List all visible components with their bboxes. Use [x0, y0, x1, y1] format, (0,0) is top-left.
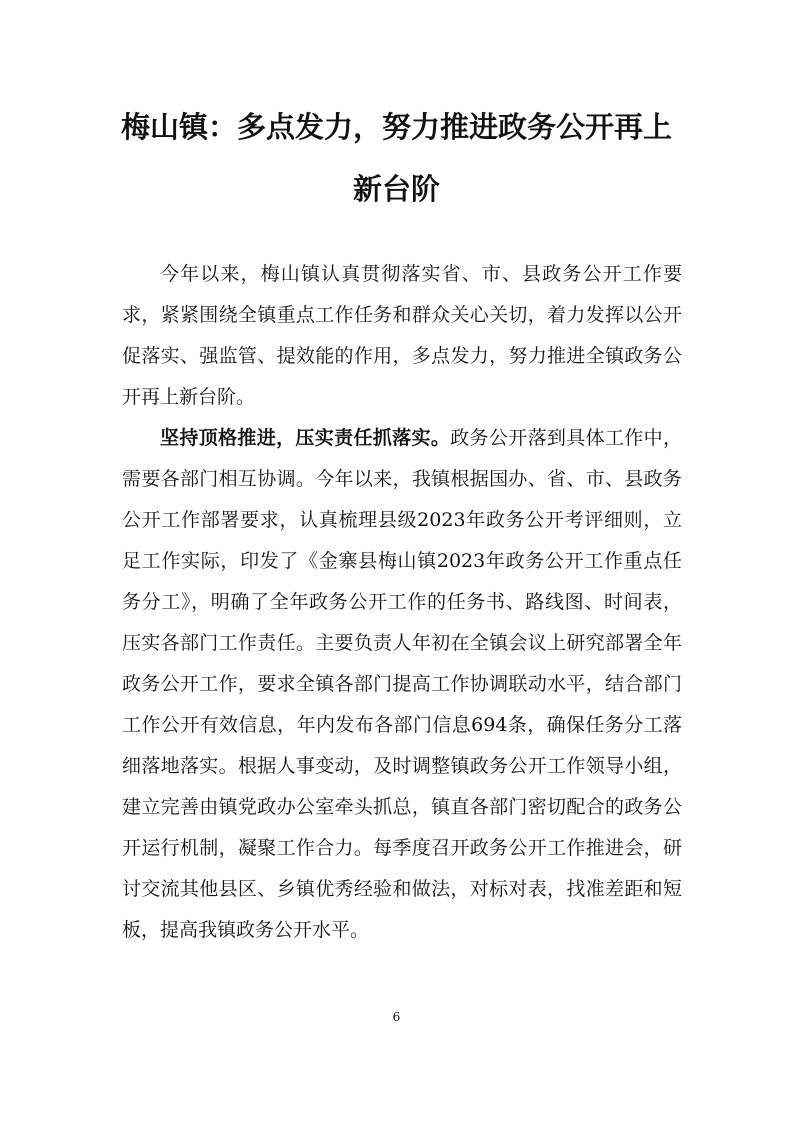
paragraph-lead: 坚持顶格推进，压实责任抓落实。	[160, 427, 451, 449]
document-title-line1: 梅山镇：多点发力，努力推进政务公开再上	[120, 110, 672, 144]
document-title-line2: 新台阶	[352, 172, 440, 206]
page-number: 6	[392, 1010, 401, 1024]
document-body	[122, 254, 682, 951]
paragraph-intro: 今年以来，梅山镇认真贯彻落实省、市、县政务公开工作要求，紧紧围绕全镇重点工作任务和群众关心关切，着力发挥以公开促落实、强监管、提效能的作用，多点发力，努力推进全镇政务公开再上新台阶。	[122, 263, 682, 408]
paragraph-responsibility	[122, 418, 682, 951]
paragraph-body: 政务公开落到具体工作中，需要各部门相互协调。今年以来，我镇根据国办、省、市、县政务公开工作部署要求，认真梳理县级2023年政务公开考评细则，立足工作实际，印发了《金寨县梅山镇2023年政务公开工作重点任务分工》，明确了全年政务公开工作的任务书、路线图、时间表，压实各部门工作责任。主要负责人年初在全镇会议上研究部署全年政务公开工作，要求全镇各部门提高工作协调联动水平，结合部门工作公开有效信息，年内发布各部门信息694条，确保任务分工落细落地落实。根据人事变动，及时调整镇政务公开工作领导小组，建立完善由镇党政办公室牵头抓总，镇直各部门密切配合的政务公开运行机制，凝聚工作合力。每季度召开政务公开工作推进会，研讨交流其他县区、乡镇优秀经验和做法，对标对表，找准差距和短板，提高我镇政务公开水平。	[122, 427, 682, 941]
